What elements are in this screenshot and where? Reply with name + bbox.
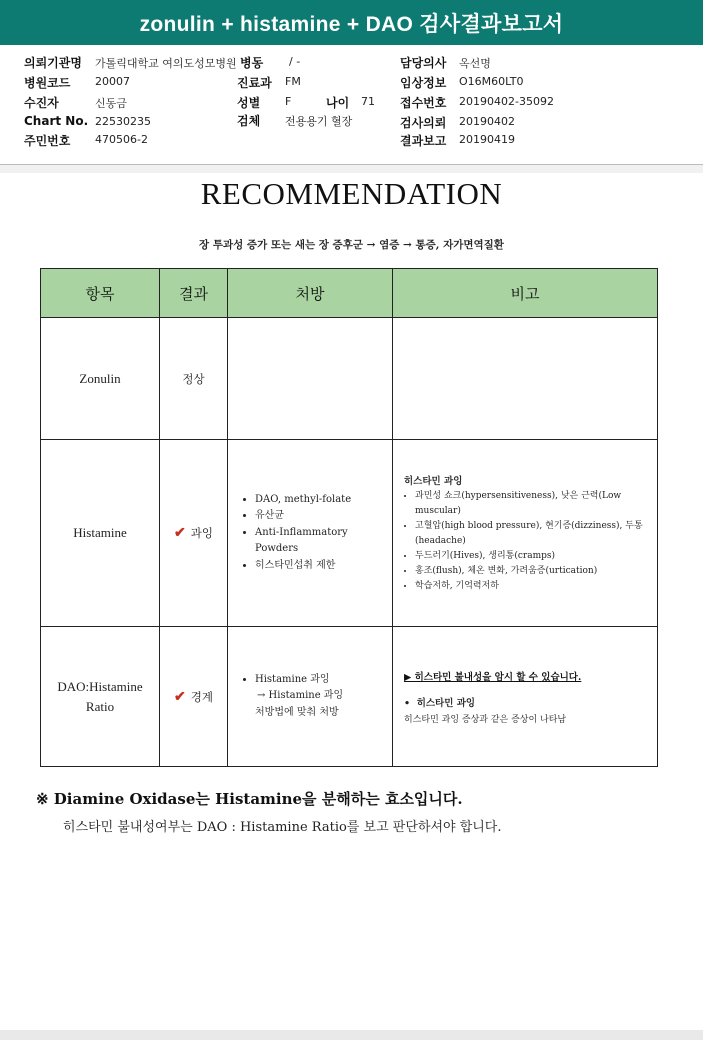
list-item <box>255 672 392 722</box>
item-name <box>41 627 160 767</box>
list-item: • Anti-Inflammatory Powders <box>255 525 392 558</box>
remarks-bullet-text: 히스타민 과잉 <box>416 697 476 709</box>
result-value: 경계 <box>190 689 213 704</box>
label-clinical-info: 임상정보 <box>400 76 447 90</box>
value-patient: 신동금 <box>95 97 127 110</box>
label-ward: 병동 <box>240 56 264 70</box>
prescription-cell <box>228 627 393 767</box>
value-institution: 가톨릭대학교 여의도성모병원 <box>95 57 237 70</box>
value-test-request: 20190402 <box>459 115 515 128</box>
section-divider <box>0 165 703 173</box>
item-name: Zonulin <box>41 318 160 440</box>
label-specimen: 검체 <box>237 114 261 128</box>
header-item: 항목 <box>41 269 160 318</box>
check-icon: ✔ <box>174 525 186 541</box>
value-specimen: 전용용기 혈장 <box>285 115 353 128</box>
value-receipt-no: 20190402-35092 <box>459 95 554 108</box>
table-row <box>41 440 658 627</box>
remarks-cell <box>393 440 658 627</box>
list-item: • 두드러기(Hives), 생리통(cramps) <box>415 549 657 564</box>
list-item: • 홍조(flush), 체온 변화, 가려움증(urtication) <box>415 564 657 579</box>
header-remarks: 비고 <box>393 269 658 318</box>
label-hospital-code: 병원코드 <box>24 76 71 90</box>
result-cell <box>160 440 228 627</box>
symptom-list <box>393 489 657 594</box>
label-sex: 성별 <box>237 96 261 110</box>
value-sex: F <box>285 95 292 108</box>
result-cell <box>160 627 228 767</box>
result-cell <box>160 318 228 440</box>
footnote-intolerance-guidance: 히스타민 불내성여부는 DAO : Histamine Ratio를 보고 판단하셔야 합니다. <box>63 820 502 835</box>
label-department: 진료과 <box>237 76 272 90</box>
result-value: 과잉 <box>190 526 213 540</box>
value-resident-no: 470506-2 <box>95 133 148 146</box>
rx-line: → Histamine 과잉 <box>257 690 344 702</box>
value-clinical-info: O16M60LT0 <box>459 75 524 88</box>
value-hospital-code: 20007 <box>95 75 130 88</box>
value-chart-no: 22530235 <box>95 115 151 128</box>
label-chart-no: Chart No. <box>24 114 89 128</box>
item-name-line: DAO:Histamine <box>57 678 143 694</box>
value-result-report: 20190419 <box>459 133 515 146</box>
remarks-heading: 히스타민 과잉 <box>404 475 463 487</box>
intolerance-warning: ▶ 히스타민 불내성을 암시 할 수 있습니다. <box>404 671 582 683</box>
label-test-request: 검사의뢰 <box>400 116 447 130</box>
header-result: 결과 <box>160 269 228 318</box>
list-item: • 고혈압(high blood pressure), 현기증(dizziness), 두통(headache) <box>415 519 657 549</box>
remarks-cell <box>393 627 658 767</box>
prescription-list <box>228 492 392 575</box>
label-doctor: 담당의사 <box>400 56 447 70</box>
report-title: zonulin + histamine + DAO 검사결과보고서 <box>0 0 703 45</box>
list-item: • 히스타민섭취 제한 <box>255 558 392 575</box>
result-value: 정상 <box>182 371 205 386</box>
table-row <box>41 318 658 440</box>
prescription-list <box>228 672 392 722</box>
list-item: • 과민성 쇼크(hypersensitiveness), 낮은 근력(Low muscular) <box>415 489 657 519</box>
prescription-cell <box>228 440 393 627</box>
label-result-report: 결과보고 <box>400 134 447 148</box>
check-icon: ✔ <box>174 688 186 705</box>
table-header-row <box>41 269 658 318</box>
remarks-bullet: • 히스타민 과잉 <box>404 697 476 709</box>
remarks-text: 히스타민 과잉 증상과 같은 증상이 나타남 <box>404 714 567 725</box>
footnote-dao-definition: ※ Diamine Oxidase는 Histamine을 분해하는 효소입니다. <box>36 790 463 808</box>
label-institution: 의뢰기관명 <box>24 56 82 70</box>
pathology-flow: 장 투과성 증가 또는 새는 장 증후군 → 염증 → 통증, 자가면역질환 <box>199 239 504 251</box>
list-item: • 유산균 <box>255 508 392 525</box>
value-ward: / - <box>289 55 301 68</box>
label-resident-no: 주민번호 <box>24 134 71 148</box>
list-item: • 학습저하, 기억력저하 <box>415 579 657 594</box>
value-doctor: 옥선명 <box>459 57 491 70</box>
value-department: FM <box>285 75 301 88</box>
label-receipt-no: 접수번호 <box>400 96 447 110</box>
label-patient: 수진자 <box>24 96 59 110</box>
recommendation-table <box>40 268 658 767</box>
recommendation-title: RECOMMENDATION <box>200 176 503 211</box>
patient-info-panel <box>0 48 703 165</box>
header-prescription: 처방 <box>228 269 393 318</box>
label-age: 나이 <box>326 96 350 110</box>
prescription-cell <box>228 318 393 440</box>
rx-line: 처방법에 맞춰 처방 <box>255 706 339 718</box>
list-item: • DAO, methyl-folate <box>255 492 392 509</box>
page-bottom-strip <box>0 1030 703 1040</box>
value-age: 71 <box>361 95 375 108</box>
remarks-cell <box>393 318 658 440</box>
item-name: Histamine <box>41 440 160 627</box>
item-name-line: Ratio <box>85 698 115 714</box>
rx-line: • Histamine 과잉 <box>255 673 330 685</box>
table-row <box>41 627 658 767</box>
